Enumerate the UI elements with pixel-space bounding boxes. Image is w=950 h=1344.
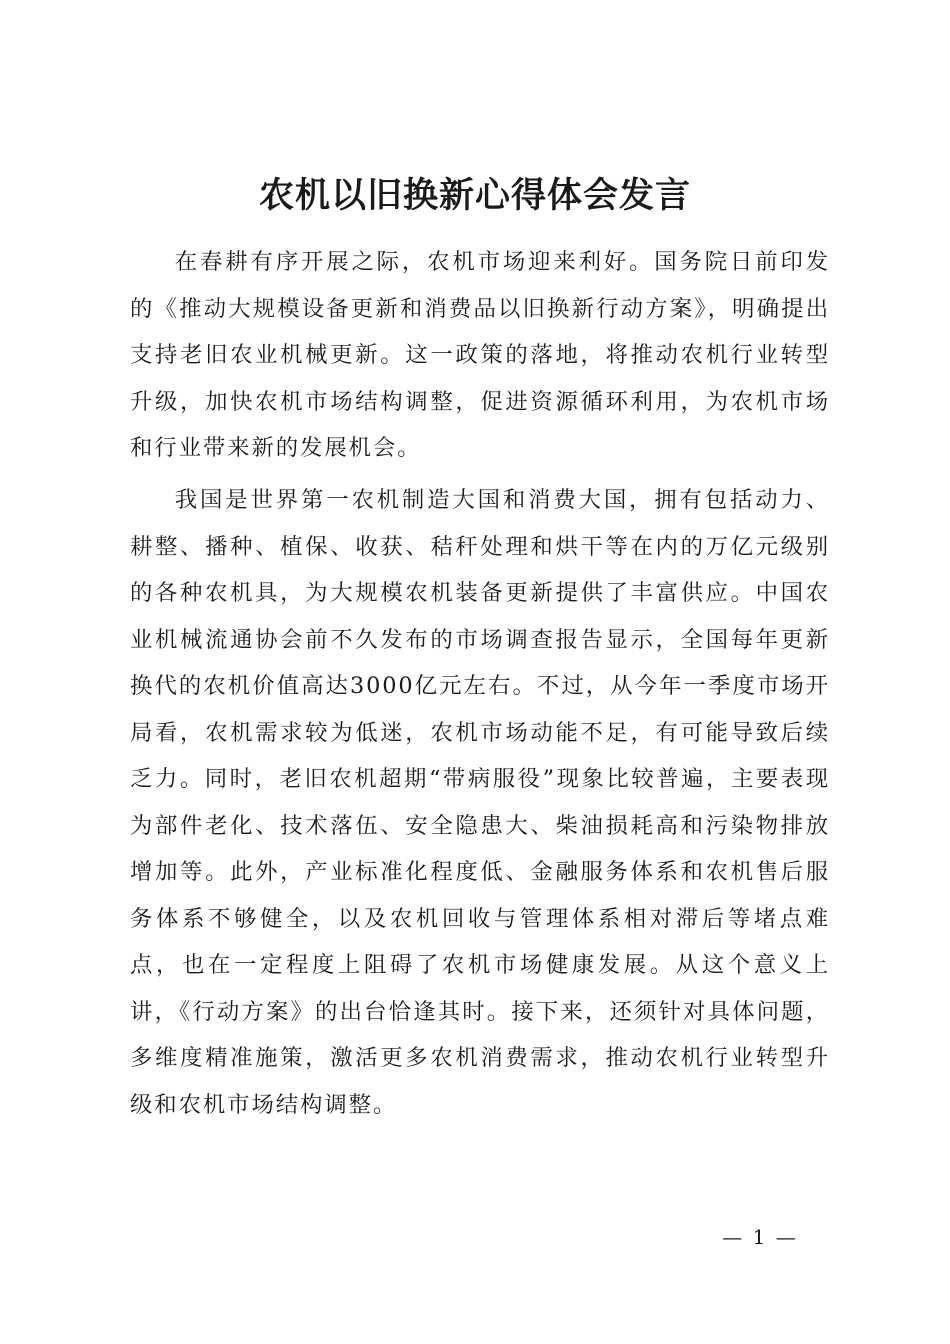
page-number: — 1 —: [722, 1225, 798, 1249]
document-title: 农机以旧换新心得体会发言: [258, 175, 691, 216]
paragraph-2: 我国是世界第一农机制造大国和消费大国，拥有包括动力、耕整、播种、植保、收获、秸秆处理和烘干等在内的万亿元级别的各种农机具，为大规模农机装备更新提供了丰富供应。中国农业机械流通协会前不久发布的市场调查报告显示，全国每年更新换代的农机价值高达3000亿元左右。不过，从今年一季度市场开局看，农机需求较为低迷，农机市场动能不足，有可能导致后续乏力。同时，老旧农机超期“带病服役”现象比较普遍，主要表现为部件老化、技术落伍、安全隐患大、柴油损耗高和污染物排放增加等。此外，产业标准化程度低、金融服务体系和农机售后服务体系不够健全，以及农机回收与管理体系相对滞后等堵点难点，也在一定程度上阻碍了农机市场健康发展。从这个意义上讲，《行动方案》的出台恰逢其时。接下来，还须针对具体问题，多维度精准施策，激活更多农机消费需求，推动农机行业转型升级和农机市场结构调整。: [130, 487, 830, 1118]
paragraph-1: 在春耕有序开展之际，农机市场迎来利好。国务院日前印发的《推动大规模设备更新和消费品以旧换新行动方案》，明确提出支持老旧农业机械更新。这一政策的落地，将推动农机行业转型升级，加快农机市场结构调整，促进资源循环利用，为农机市场和行业带来新的发展机会。: [130, 249, 830, 461]
